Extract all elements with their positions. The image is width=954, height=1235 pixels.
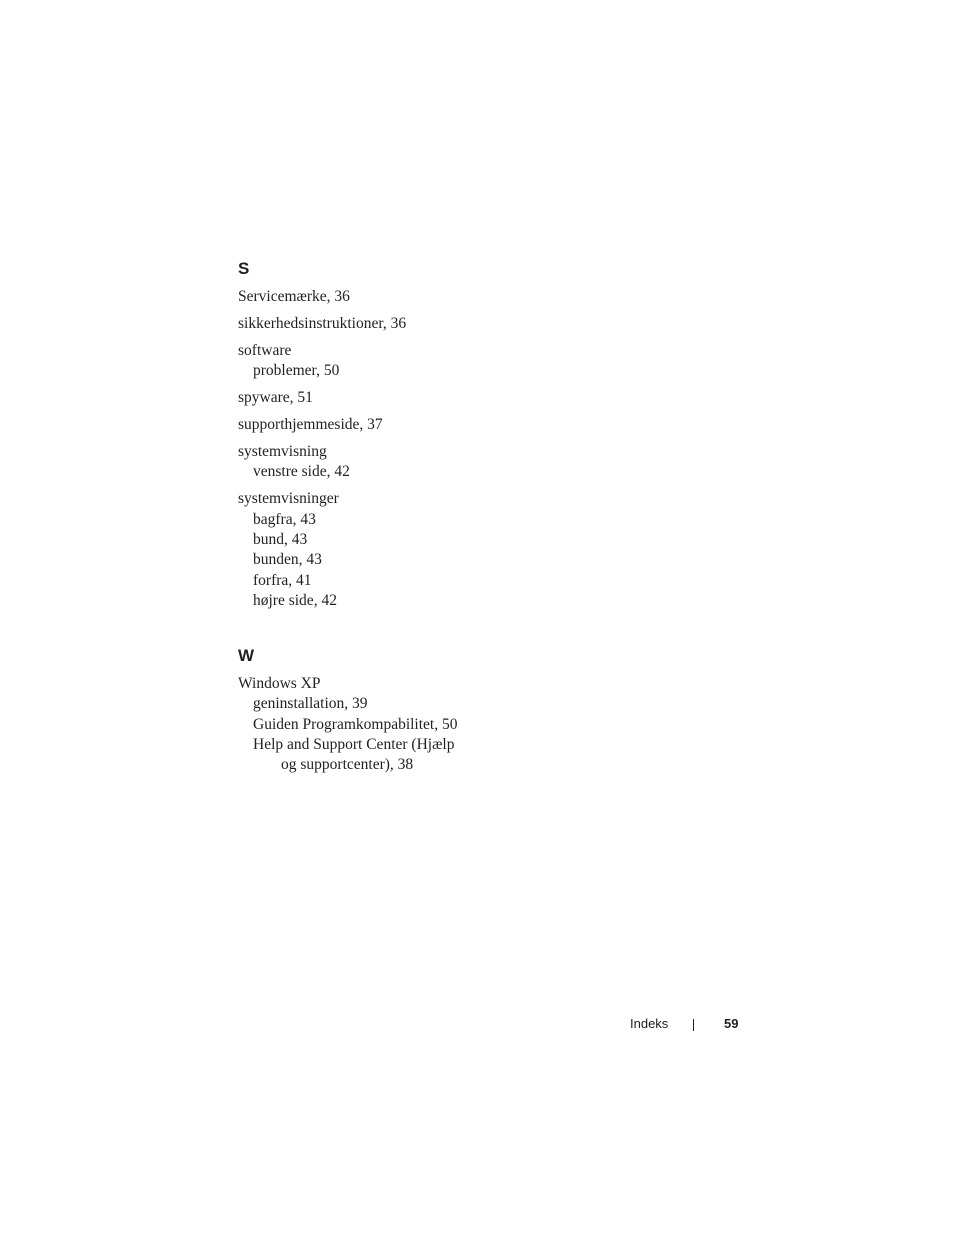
index-term: sikkerhedsinstruktioner, 36 [238,314,407,332]
index-term: software [238,341,292,359]
page-number: 59 [724,1016,739,1031]
index-subentry-continuation: og supportcenter), 38 [281,756,414,774]
index-term: Servicemærke, 36 [238,288,350,305]
index-entry [238,442,538,483]
index-entry [238,341,538,382]
index-subentry: Guiden Programkompabilitet, 50 [253,715,458,733]
index-entry [238,388,538,408]
index-subentry: venstre side, 42 [253,463,350,481]
index-term: systemvisninger [238,490,339,508]
page-footer [0,1014,954,1036]
index-column [238,258,538,782]
index-section-w [238,645,538,776]
index-term: supporthjemmeside, 37 [238,416,383,434]
index-subentry: bund, 43 [253,531,308,549]
index-entry [238,674,538,776]
index-entry [238,415,538,435]
index-subentry: geninstallation, 39 [253,695,368,713]
index-term: systemvisning [238,442,327,460]
index-entry [238,287,538,307]
section-letter-w: W [238,645,255,665]
index-subentry: bunden, 43 [253,551,322,569]
index-term: spyware, 51 [238,389,313,407]
index-entry [238,314,538,334]
index-entry [238,489,538,611]
section-letter-s: S [238,259,250,278]
index-term: Windows XP [238,674,321,692]
footer-section-label: Indeks [630,1016,669,1031]
index-subentry: Help and Support Center (Hjælp [253,735,455,753]
index-section-s [238,258,538,612]
index-subentry: forfra, 41 [253,571,312,589]
index-subentry: højre side, 42 [253,592,337,610]
index-subentry: problemer, 50 [253,362,340,380]
index-subentry: bagfra, 43 [253,510,316,528]
footer-separator [693,1019,694,1031]
